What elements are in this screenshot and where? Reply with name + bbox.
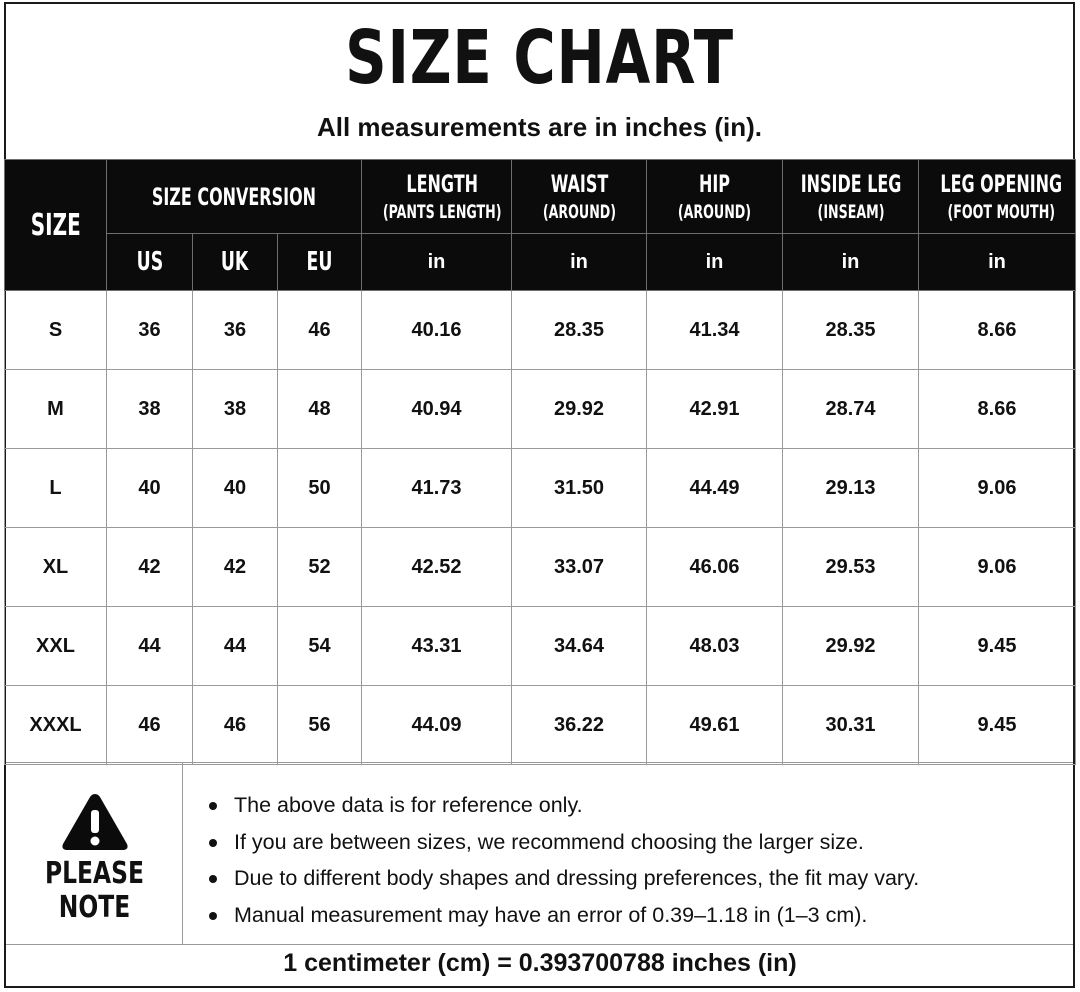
list-item: If you are between sizes, we recommend choosing the larger size. xyxy=(206,824,919,861)
conversion-note: 1 centimeter (cm) = 0.393700788 inches (in) xyxy=(283,949,797,977)
cell-inside-leg: 28.35 xyxy=(783,291,919,370)
header-leg-opening: LEG OPENING (FOOT MOUTH) xyxy=(919,160,1076,234)
cell-hip: 49.61 xyxy=(647,686,783,765)
table-row xyxy=(5,370,1076,449)
please-note-heading: PLEASE NOTE xyxy=(44,856,144,925)
list-item: Due to different body shapes and dressing preferences, the fit may vary. xyxy=(206,860,919,897)
cell-leg-opening: 9.06 xyxy=(919,449,1076,528)
cell-uk: 36 xyxy=(193,291,278,370)
cell-hip: 44.49 xyxy=(647,449,783,528)
table-body xyxy=(5,291,1076,765)
page-subtitle: All measurements are in inches (in). xyxy=(316,112,763,142)
cell-hip: 42.91 xyxy=(647,370,783,449)
table-row xyxy=(5,607,1076,686)
cell-eu: 48 xyxy=(278,370,362,449)
cell-length: 40.16 xyxy=(362,291,512,370)
header-uk: UK xyxy=(193,234,278,291)
cell-us: 46 xyxy=(107,686,193,765)
unit-length: in xyxy=(362,234,512,291)
cell-waist: 36.22 xyxy=(512,686,647,765)
cell-length: 40.94 xyxy=(362,370,512,449)
cell-length: 44.09 xyxy=(362,686,512,765)
cell-us: 40 xyxy=(107,449,193,528)
cell-eu: 54 xyxy=(278,607,362,686)
header-size: SIZE xyxy=(5,160,107,291)
cell-waist: 33.07 xyxy=(512,528,647,607)
note-list xyxy=(206,787,919,933)
cell-uk: 46 xyxy=(193,686,278,765)
cell-leg-opening: 9.45 xyxy=(919,607,1076,686)
header-length: LENGTH (PANTS LENGTH) xyxy=(362,160,512,234)
please-note-box xyxy=(6,762,1073,945)
cell-size: XXXL xyxy=(5,686,107,765)
cell-hip: 41.34 xyxy=(647,291,783,370)
cell-hip: 48.03 xyxy=(647,607,783,686)
header-hip: HIP (AROUND) xyxy=(647,160,783,234)
warning-triangle-icon xyxy=(60,791,130,853)
size-chart-sheet xyxy=(4,2,1075,988)
header-inside-leg: INSIDE LEG (INSEAM) xyxy=(783,160,919,234)
cell-waist: 28.35 xyxy=(512,291,647,370)
header-eu: EU xyxy=(278,234,362,291)
cell-uk: 38 xyxy=(193,370,278,449)
list-item: Manual measurement may have an error of 0.39–1.18 in (1–3 cm). xyxy=(206,897,919,934)
table-row xyxy=(5,449,1076,528)
cell-inside-leg: 29.53 xyxy=(783,528,919,607)
page-title: SIZE CHART xyxy=(345,15,734,101)
cell-waist: 34.64 xyxy=(512,607,647,686)
cell-leg-opening: 8.66 xyxy=(919,291,1076,370)
table-row xyxy=(5,291,1076,370)
cell-size: L xyxy=(5,449,107,528)
cell-eu: 52 xyxy=(278,528,362,607)
please-note-badge xyxy=(6,763,183,944)
cell-leg-opening: 9.45 xyxy=(919,686,1076,765)
cell-leg-opening: 9.06 xyxy=(919,528,1076,607)
cell-length: 42.52 xyxy=(362,528,512,607)
cell-uk: 40 xyxy=(193,449,278,528)
cell-inside-leg: 30.31 xyxy=(783,686,919,765)
cell-size: M xyxy=(5,370,107,449)
cell-leg-opening: 8.66 xyxy=(919,370,1076,449)
cell-inside-leg: 29.13 xyxy=(783,449,919,528)
cell-us: 38 xyxy=(107,370,193,449)
cell-us: 44 xyxy=(107,607,193,686)
size-table xyxy=(4,159,1076,765)
cell-waist: 31.50 xyxy=(512,449,647,528)
header-us: US xyxy=(107,234,193,291)
header-waist: WAIST (AROUND) xyxy=(512,160,647,234)
list-item: The above data is for reference only. xyxy=(206,787,919,824)
unit-waist: in xyxy=(512,234,647,291)
cell-eu: 56 xyxy=(278,686,362,765)
cell-hip: 46.06 xyxy=(647,528,783,607)
cell-us: 36 xyxy=(107,291,193,370)
cell-eu: 50 xyxy=(278,449,362,528)
header-size-conversion: SIZE CONVERSION xyxy=(107,160,362,234)
table-row xyxy=(5,686,1076,765)
cell-eu: 46 xyxy=(278,291,362,370)
cell-inside-leg: 28.74 xyxy=(783,370,919,449)
cell-size: XL xyxy=(5,528,107,607)
table-row xyxy=(5,528,1076,607)
cell-us: 42 xyxy=(107,528,193,607)
cell-inside-leg: 29.92 xyxy=(783,607,919,686)
table-header xyxy=(5,160,1076,291)
cell-uk: 44 xyxy=(193,607,278,686)
cell-size: S xyxy=(5,291,107,370)
unit-inside-leg: in xyxy=(783,234,919,291)
unit-leg-opening: in xyxy=(919,234,1076,291)
title-area xyxy=(6,4,1073,160)
cell-uk: 42 xyxy=(193,528,278,607)
cell-size: XXL xyxy=(5,607,107,686)
cell-length: 41.73 xyxy=(362,449,512,528)
unit-hip: in xyxy=(647,234,783,291)
cell-length: 43.31 xyxy=(362,607,512,686)
cell-waist: 29.92 xyxy=(512,370,647,449)
